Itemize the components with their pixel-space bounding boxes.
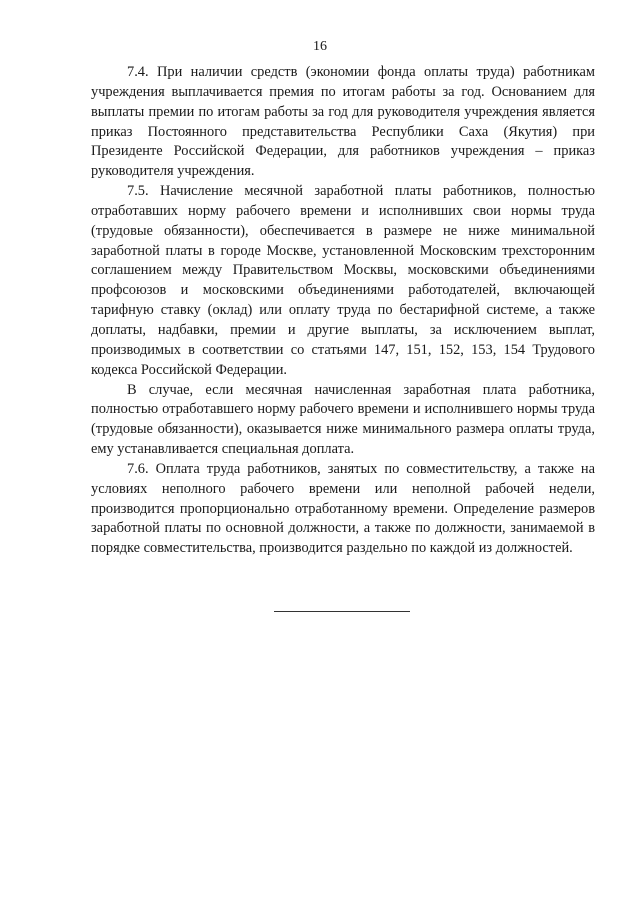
- paragraph-7-5: 7.5. Начисление месячной заработной платы работников, полностью отработавших норму рабочего времени и исполнивших свои нормы труда (трудовые обязанности), обеспечивается в размере не ниже минимальной заработной платы в городе Москве, установленной Московским трехсторонним соглашением между Правительством Москвы, московскими объединениями профсоюзов и московскими объединениями работодателей, включающей тарифную ставку (оклад) или оплату труда по бестарифной системе, а также доплаты, надбавки, премии и другие выплаты, за исключением выплат, производимых в соответствии со статьями 147, 151, 152, 153, 154 Трудового кодекса Российской Федерации.: [91, 183, 595, 378]
- paragraph-7-6: 7.6. Оплата труда работников, занятых по совместительству, а также на условиях неполного рабочего времени или неполной рабочей недели, производится пропорционально отработанному времени. Определение размеров заработной платы по основной должности, а также по должности, занимаемой в порядке совместительства, производится раздельно по каждой из должностей.: [91, 460, 595, 557]
- paragraph-7-4: 7.4. При наличии средств (экономии фонда оплаты труда) работникам учреждения выплачивается премия по итогам работы за год. Основанием для выплаты премии по итогам работы за год для руководителя учреждения является приказ Постоянного представительства Республики Саха (Якутия) при Президенте Российской Федерации, для работников учреждения – приказ руководителя учреждения.: [91, 64, 595, 180]
- closing-separator-line: [274, 611, 410, 612]
- document-body: [91, 63, 595, 559]
- page-number: 16: [313, 39, 327, 54]
- paragraph-7-5-special-case: В случае, если месячная начисленная заработная плата работника, полностью отработавшего норму рабочего времени и исполнившего нормы труда (трудовые обязанности), оказывается ниже минимального размера оплаты труда, ему устанавливается специальная доплата.: [91, 381, 595, 458]
